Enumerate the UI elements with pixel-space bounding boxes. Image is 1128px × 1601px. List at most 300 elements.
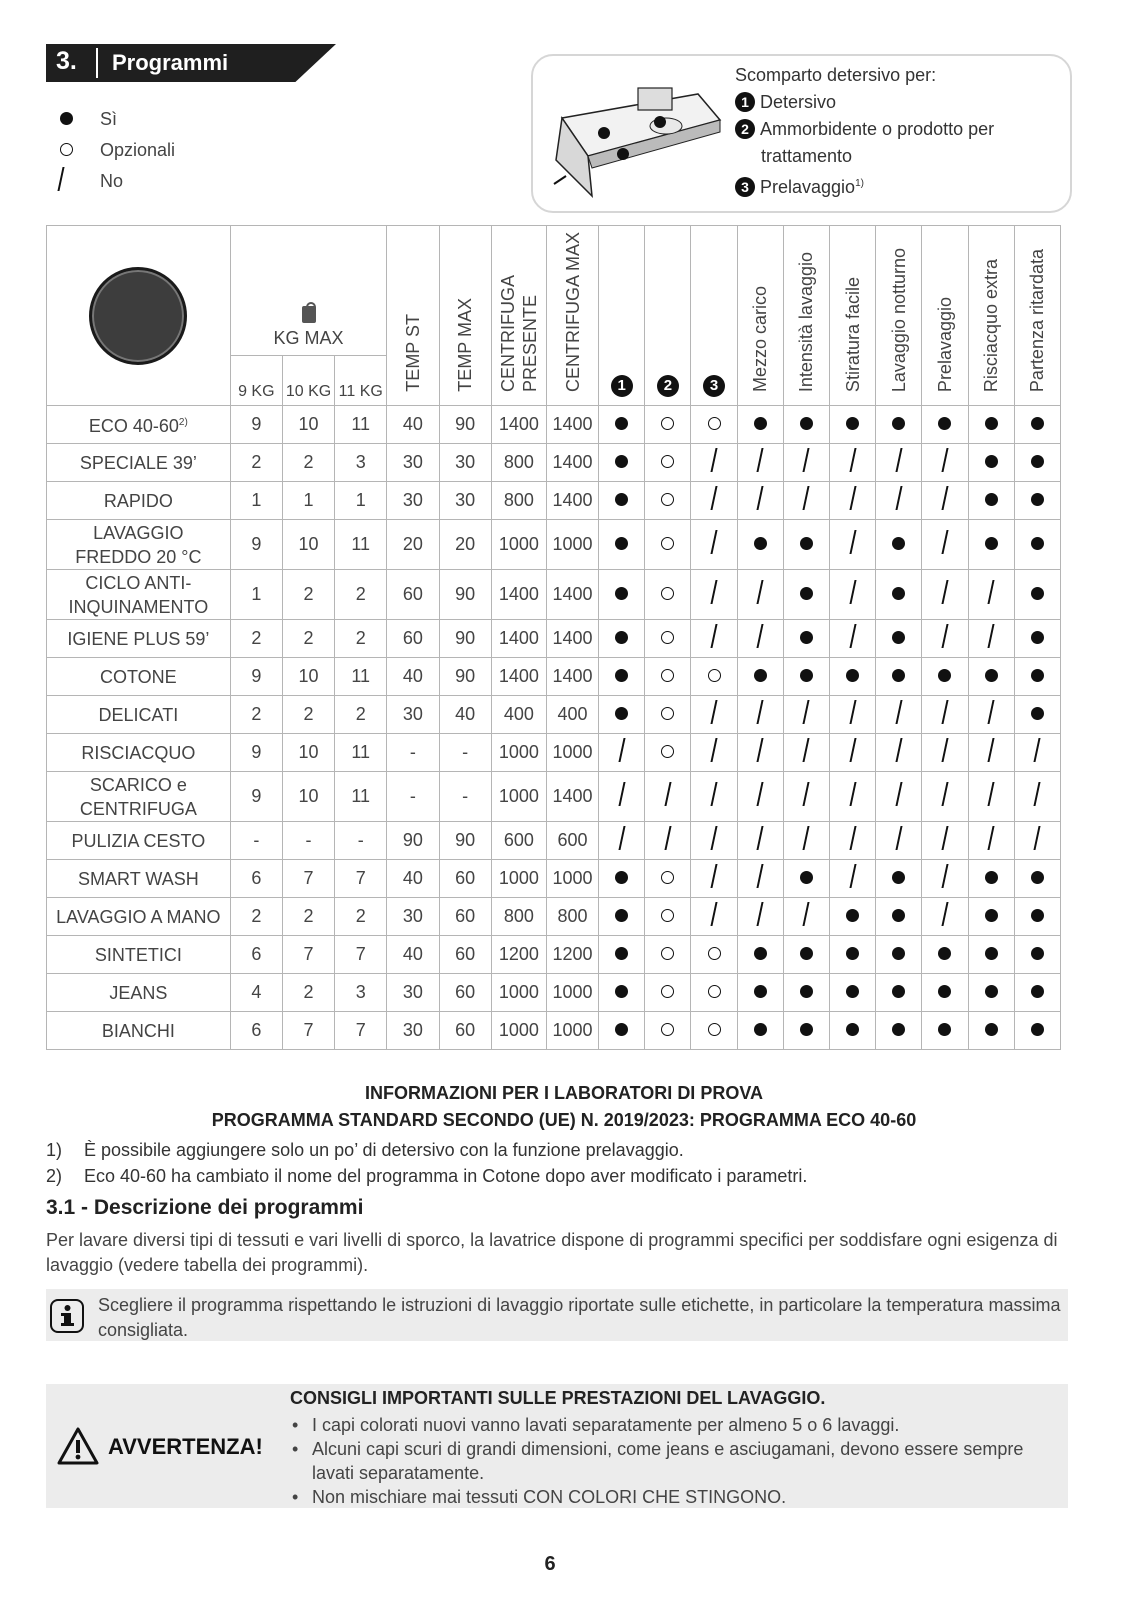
centrifuga-presente-cell: 1000 <box>491 520 546 570</box>
section-header-divider <box>96 48 98 78</box>
filled-dot-icon <box>892 537 905 550</box>
option-cell <box>691 482 737 520</box>
filled-dot-icon <box>615 871 628 884</box>
temp-st-cell: 60 <box>387 570 439 620</box>
option-cell <box>645 482 691 520</box>
legend-label: No <box>100 171 124 191</box>
kg-10-cell: 2 <box>282 696 334 734</box>
option-cell <box>737 822 783 860</box>
hollow-circle-icon <box>661 871 674 884</box>
slash-icon <box>941 580 948 604</box>
option-cell <box>737 860 783 898</box>
option-cell <box>645 520 691 570</box>
slash-icon <box>618 738 625 762</box>
kg-9-cell: 1 <box>230 570 282 620</box>
temp-st-cell: 30 <box>387 1012 439 1050</box>
info-note-text: Scegliere il programma rispettando le istruzioni di lavaggio riportate sulle etichette, in particolare la temperatura massima consigliata. <box>98 1295 1061 1340</box>
option-cell <box>1014 696 1060 734</box>
option-cell <box>645 898 691 936</box>
program-name-text: RAPIDO <box>103 490 173 511</box>
slash-icon <box>941 700 948 724</box>
kg-11-cell: 7 <box>335 860 387 898</box>
section-number: 3. <box>56 47 77 75</box>
slash-icon <box>664 826 671 850</box>
slash-icon <box>803 826 810 850</box>
option-cell <box>645 696 691 734</box>
filled-dot-icon <box>615 909 628 922</box>
kg-10-cell: 2 <box>282 444 334 482</box>
program-name-text: COTONE <box>100 666 177 687</box>
filled-dot-icon <box>938 985 951 998</box>
kg-11-cell: 11 <box>335 772 387 822</box>
legend-label: Sì <box>100 109 118 129</box>
col-lavaggio-notturno: Lavaggio notturno <box>876 226 922 406</box>
option-cell <box>737 658 783 696</box>
slash-icon <box>803 700 810 724</box>
option-cell <box>876 570 922 620</box>
number-1-icon: 1 <box>611 375 633 397</box>
kg-9-cell: 9 <box>230 772 282 822</box>
slash-icon <box>941 624 948 648</box>
slash-icon <box>849 782 856 806</box>
option-cell <box>830 444 876 482</box>
table-row <box>47 696 1061 734</box>
section-title: Programmi <box>112 50 229 75</box>
program-name-text: LAVAGGIO <box>93 522 184 543</box>
temp-st-cell: 30 <box>387 444 439 482</box>
footnote-key: 2) <box>46 1166 63 1186</box>
option-cell <box>876 482 922 520</box>
option-cell <box>830 734 876 772</box>
centrifuga-presente-cell: 1400 <box>491 658 546 696</box>
option-cell <box>922 734 968 772</box>
kg-10-cell: 2 <box>282 570 334 620</box>
program-name-text: ECO 40-60 <box>88 416 179 436</box>
option-cell <box>830 860 876 898</box>
filled-dot-icon <box>800 871 813 884</box>
temp-st-cell: 30 <box>387 974 439 1012</box>
list-item: • Non mischiare mai tessuti CON COLORI CHE STINGONO. <box>290 1485 1060 1509</box>
option-cell <box>599 482 645 520</box>
filled-dot-icon <box>1031 909 1044 922</box>
option-cell <box>830 620 876 658</box>
option-cell <box>876 406 922 444</box>
filled-dot-icon <box>754 985 767 998</box>
list-item: • Alcuni capi scuri di grandi dimensioni, come jeans e asciugamani, devono essere sempre lavati separatamente. <box>290 1437 1060 1485</box>
option-cell <box>645 772 691 822</box>
kg-11-cell: 11 <box>335 658 387 696</box>
kg-9-cell: 2 <box>230 620 282 658</box>
filled-dot-icon <box>800 1023 813 1036</box>
temp-st-cell: 30 <box>387 898 439 936</box>
filled-dot-icon <box>754 1023 767 1036</box>
detergent-item-3 <box>735 170 994 201</box>
footnote-1 <box>46 1140 684 1161</box>
footnote-ref: 1) <box>855 178 864 189</box>
filled-dot-icon <box>938 417 951 430</box>
program-name <box>47 974 231 1012</box>
temp-st-cell: 30 <box>387 696 439 734</box>
option-cell <box>876 898 922 936</box>
kg-9-cell: 9 <box>230 406 282 444</box>
kg-9-cell: 2 <box>230 898 282 936</box>
option-cell <box>599 734 645 772</box>
filled-dot-icon <box>985 1023 998 1036</box>
option-cell <box>876 860 922 898</box>
option-cell <box>783 570 829 620</box>
programs-table-body <box>47 406 1061 1050</box>
slash-icon <box>988 700 995 724</box>
table-row <box>47 406 1061 444</box>
option-cell <box>783 658 829 696</box>
option-cell <box>691 658 737 696</box>
option-cell <box>968 482 1014 520</box>
centrifuga-max-cell: 1000 <box>546 860 598 898</box>
centrifuga-presente-cell: 1400 <box>491 570 546 620</box>
kg-11-cell: 3 <box>335 974 387 1012</box>
col-10kg: 10 KG <box>282 356 334 406</box>
detergent-drawer-illustration <box>548 76 728 198</box>
program-name-text: FREDDO 20 °C <box>75 546 202 567</box>
filled-dot-icon <box>985 493 998 506</box>
slash-icon <box>849 864 856 888</box>
table-row <box>47 520 1061 570</box>
option-cell <box>968 936 1014 974</box>
slash-icon <box>711 486 718 510</box>
col-9kg: 9 KG <box>230 356 282 406</box>
slash-icon <box>849 448 856 472</box>
filled-dot-icon <box>615 707 628 720</box>
slash-icon <box>803 902 810 926</box>
detergent-item-label: Ammorbidente o prodotto per <box>760 119 995 139</box>
compartment-3-marker <box>654 116 666 128</box>
kg-11-cell: 3 <box>335 444 387 482</box>
slash-icon <box>941 530 948 554</box>
centrifuga-max-cell: 1000 <box>546 974 598 1012</box>
number-2-icon: 2 <box>657 375 679 397</box>
filled-dot-icon <box>1031 587 1044 600</box>
program-name <box>47 520 231 570</box>
option-cell <box>968 898 1014 936</box>
col-prelavaggio: Prelavaggio <box>922 226 968 406</box>
option-cell <box>876 520 922 570</box>
temp-st-cell: - <box>387 772 439 822</box>
filled-dot-icon <box>615 493 628 506</box>
hollow-circle-icon <box>661 631 674 644</box>
temp-max-cell: - <box>439 772 491 822</box>
centrifuga-max-cell: 400 <box>546 696 598 734</box>
option-cell <box>599 520 645 570</box>
temp-st-cell: 40 <box>387 406 439 444</box>
hollow-circle-icon <box>661 587 674 600</box>
slash-icon <box>988 580 995 604</box>
centrifuga-max-cell: 1000 <box>546 520 598 570</box>
temp-st-cell: 90 <box>387 822 439 860</box>
hollow-circle-icon <box>708 985 721 998</box>
option-cell <box>968 1012 1014 1050</box>
filled-dot-icon <box>800 631 813 644</box>
slash-icon <box>849 580 856 604</box>
filled-dot-icon <box>1031 455 1044 468</box>
option-cell <box>968 696 1014 734</box>
option-cell <box>783 696 829 734</box>
option-cell <box>968 406 1014 444</box>
program-name <box>47 734 231 772</box>
filled-dot-icon <box>754 417 767 430</box>
table-row <box>47 974 1061 1012</box>
option-cell <box>691 620 737 658</box>
option-cell <box>922 444 968 482</box>
centrifuga-presente-cell: 1000 <box>491 974 546 1012</box>
centrifuga-presente-cell: 800 <box>491 898 546 936</box>
slash-icon <box>988 782 995 806</box>
compartment-1-marker <box>598 127 610 139</box>
slash-icon <box>895 486 902 510</box>
centrifuga-max-cell: 1400 <box>546 772 598 822</box>
filled-dot-icon <box>615 985 628 998</box>
option-cell <box>830 1012 876 1050</box>
option-cell <box>783 974 829 1012</box>
filled-dot-icon <box>985 909 998 922</box>
warning-label: AVVERTENZA! <box>108 1434 263 1459</box>
option-cell <box>691 898 737 936</box>
option-cell <box>922 898 968 936</box>
kg-10-cell: 2 <box>282 620 334 658</box>
option-cell <box>691 696 737 734</box>
option-cell <box>1014 444 1060 482</box>
slash-icon <box>618 826 625 850</box>
labs-info-title: INFORMAZIONI PER I LABORATORI DI PROVA <box>364 1083 763 1103</box>
option-cell <box>876 936 922 974</box>
program-name <box>47 482 231 520</box>
slash-icon <box>757 624 764 648</box>
option-cell <box>645 860 691 898</box>
option-cell <box>1014 860 1060 898</box>
legend-item-yes <box>60 104 175 135</box>
option-cell <box>876 1012 922 1050</box>
filled-dot-icon <box>985 669 998 682</box>
temp-st-cell: 60 <box>387 620 439 658</box>
table-row <box>47 822 1061 860</box>
slash-icon <box>711 782 718 806</box>
kg-10-cell: 7 <box>282 936 334 974</box>
option-cell <box>599 1012 645 1050</box>
slash-icon <box>895 448 902 472</box>
option-cell <box>783 520 829 570</box>
kg-10-cell: 10 <box>282 520 334 570</box>
temp-max-cell: 60 <box>439 974 491 1012</box>
filled-dot-icon <box>615 947 628 960</box>
slash-icon <box>711 738 718 762</box>
option-cell <box>783 734 829 772</box>
option-cell <box>830 658 876 696</box>
option-cell <box>783 860 829 898</box>
slash-icon <box>757 738 764 762</box>
detergent-item-label: Detersivo <box>760 92 837 112</box>
kg-10-cell: 7 <box>282 1012 334 1050</box>
hollow-circle-icon <box>708 417 721 430</box>
filled-dot-icon <box>938 1023 951 1036</box>
option-cell <box>876 822 922 860</box>
option-cell <box>1014 822 1060 860</box>
filled-dot-icon <box>846 947 859 960</box>
slash-icon <box>60 167 100 197</box>
filled-dot-icon <box>1031 947 1044 960</box>
filled-dot-icon <box>800 947 813 960</box>
kg-11-cell: 2 <box>335 620 387 658</box>
kg-9-cell: 6 <box>230 860 282 898</box>
program-selector-header <box>47 226 231 406</box>
kg-11-cell: 7 <box>335 936 387 974</box>
filled-dot-icon <box>754 947 767 960</box>
option-cell <box>737 936 783 974</box>
slash-icon <box>895 782 902 806</box>
program-name <box>47 898 231 936</box>
kg-11-cell: 2 <box>335 570 387 620</box>
option-cell <box>876 444 922 482</box>
warning-triangle-icon <box>56 1426 100 1466</box>
option-cell <box>645 974 691 1012</box>
program-name <box>47 696 231 734</box>
temp-max-cell: 90 <box>439 620 491 658</box>
option-cell <box>876 620 922 658</box>
option-cell <box>922 482 968 520</box>
slash-icon <box>941 448 948 472</box>
centrifuga-presente-cell: 1400 <box>491 620 546 658</box>
slash-icon <box>849 700 856 724</box>
temp-max-cell: 90 <box>439 822 491 860</box>
filled-dot-icon <box>892 587 905 600</box>
kg-10-cell: 10 <box>282 406 334 444</box>
program-name <box>47 406 231 444</box>
filled-dot-icon <box>892 909 905 922</box>
slash-icon <box>941 738 948 762</box>
option-cell <box>1014 620 1060 658</box>
list-item: • I capi colorati nuovi vanno lavati separatamente per almeno 5 o 6 lavaggi. <box>290 1413 1060 1437</box>
slash-icon <box>849 530 856 554</box>
slash-icon <box>757 700 764 724</box>
col-partenza-ritardata: Partenza ritardata <box>1014 226 1060 406</box>
filled-dot-icon <box>846 669 859 682</box>
option-cell <box>968 734 1014 772</box>
kg-11-cell: 2 <box>335 898 387 936</box>
option-cell <box>968 620 1014 658</box>
programs-table <box>46 225 1061 1050</box>
filled-dot-icon <box>1031 985 1044 998</box>
warning-title: CONSIGLI IMPORTANTI SULLE PRESTAZIONI DEL LAVAGGIO. <box>290 1388 826 1408</box>
info-icon <box>50 1299 84 1333</box>
program-name-text: RISCIACQUO <box>81 742 196 763</box>
section-header <box>46 44 336 82</box>
option-cell <box>922 696 968 734</box>
option-cell <box>968 520 1014 570</box>
filled-dot-icon <box>615 537 628 550</box>
centrifuga-max-cell: 1400 <box>546 658 598 696</box>
kg-10-cell: 10 <box>282 772 334 822</box>
kg-9-cell: - <box>230 822 282 860</box>
temp-max-cell: 30 <box>439 482 491 520</box>
detergent-item-2 <box>735 116 994 143</box>
option-cell <box>737 520 783 570</box>
option-cell <box>599 936 645 974</box>
footnote-ref: 2) <box>178 417 188 428</box>
kg-10-cell: 10 <box>282 658 334 696</box>
detergent-item-2-continued: trattamento <box>761 146 853 166</box>
option-cell <box>691 860 737 898</box>
option-cell <box>737 696 783 734</box>
program-name <box>47 658 231 696</box>
filled-dot-icon <box>892 631 905 644</box>
option-cell <box>691 1012 737 1050</box>
option-cell <box>922 974 968 1012</box>
footnote-key: 1) <box>46 1140 63 1160</box>
table-row <box>47 482 1061 520</box>
filled-dot-icon <box>615 1023 628 1036</box>
footnote-2 <box>46 1166 807 1187</box>
option-cell <box>645 406 691 444</box>
filled-dot-icon <box>985 537 998 550</box>
filled-dot-icon <box>846 985 859 998</box>
slash-icon <box>1034 826 1041 850</box>
table-row <box>47 658 1061 696</box>
program-name-text: PULIZIA CESTO <box>71 830 206 851</box>
hollow-circle-icon <box>661 493 674 506</box>
slash-icon <box>757 826 764 850</box>
filled-dot-icon <box>985 947 998 960</box>
slash-icon <box>895 826 902 850</box>
filled-dot-icon <box>892 1023 905 1036</box>
program-name-text: JEANS <box>109 982 168 1003</box>
filled-dot-icon <box>615 455 628 468</box>
option-cell <box>922 620 968 658</box>
program-name-text: DELICATI <box>98 704 179 725</box>
table-row <box>47 734 1061 772</box>
program-name-text: SINTETICI <box>94 944 182 965</box>
option-cell <box>1014 898 1060 936</box>
option-cell <box>737 1012 783 1050</box>
option-cell <box>783 620 829 658</box>
col-temp-st: TEMP ST <box>387 226 439 406</box>
slash-icon <box>711 448 718 472</box>
compartment-2-marker <box>617 148 629 160</box>
program-name <box>47 860 231 898</box>
slash-icon <box>757 864 764 888</box>
col-mezzo-carico: Mezzo carico <box>737 226 783 406</box>
centrifuga-presente-cell: 1400 <box>491 406 546 444</box>
option-cell <box>830 520 876 570</box>
option-cell <box>830 570 876 620</box>
centrifuga-max-cell: 1400 <box>546 406 598 444</box>
option-cell <box>1014 570 1060 620</box>
legend-label: Opzionali <box>100 140 176 160</box>
option-cell <box>783 772 829 822</box>
filled-dot-icon <box>800 537 813 550</box>
option-cell <box>1014 734 1060 772</box>
filled-dot-icon <box>985 871 998 884</box>
filled-dot-icon <box>800 669 813 682</box>
slash-icon <box>711 864 718 888</box>
slash-icon <box>757 580 764 604</box>
program-name-text: SMART WASH <box>78 868 199 889</box>
kg-10-cell: 10 <box>282 734 334 772</box>
hollow-circle-icon <box>60 139 100 162</box>
filled-dot-icon <box>1031 417 1044 430</box>
option-cell <box>876 974 922 1012</box>
centrifuga-max-cell: 1000 <box>546 1012 598 1050</box>
col-compartment-3 <box>691 226 737 406</box>
legend-item-no <box>60 166 175 197</box>
option-cell <box>922 570 968 620</box>
